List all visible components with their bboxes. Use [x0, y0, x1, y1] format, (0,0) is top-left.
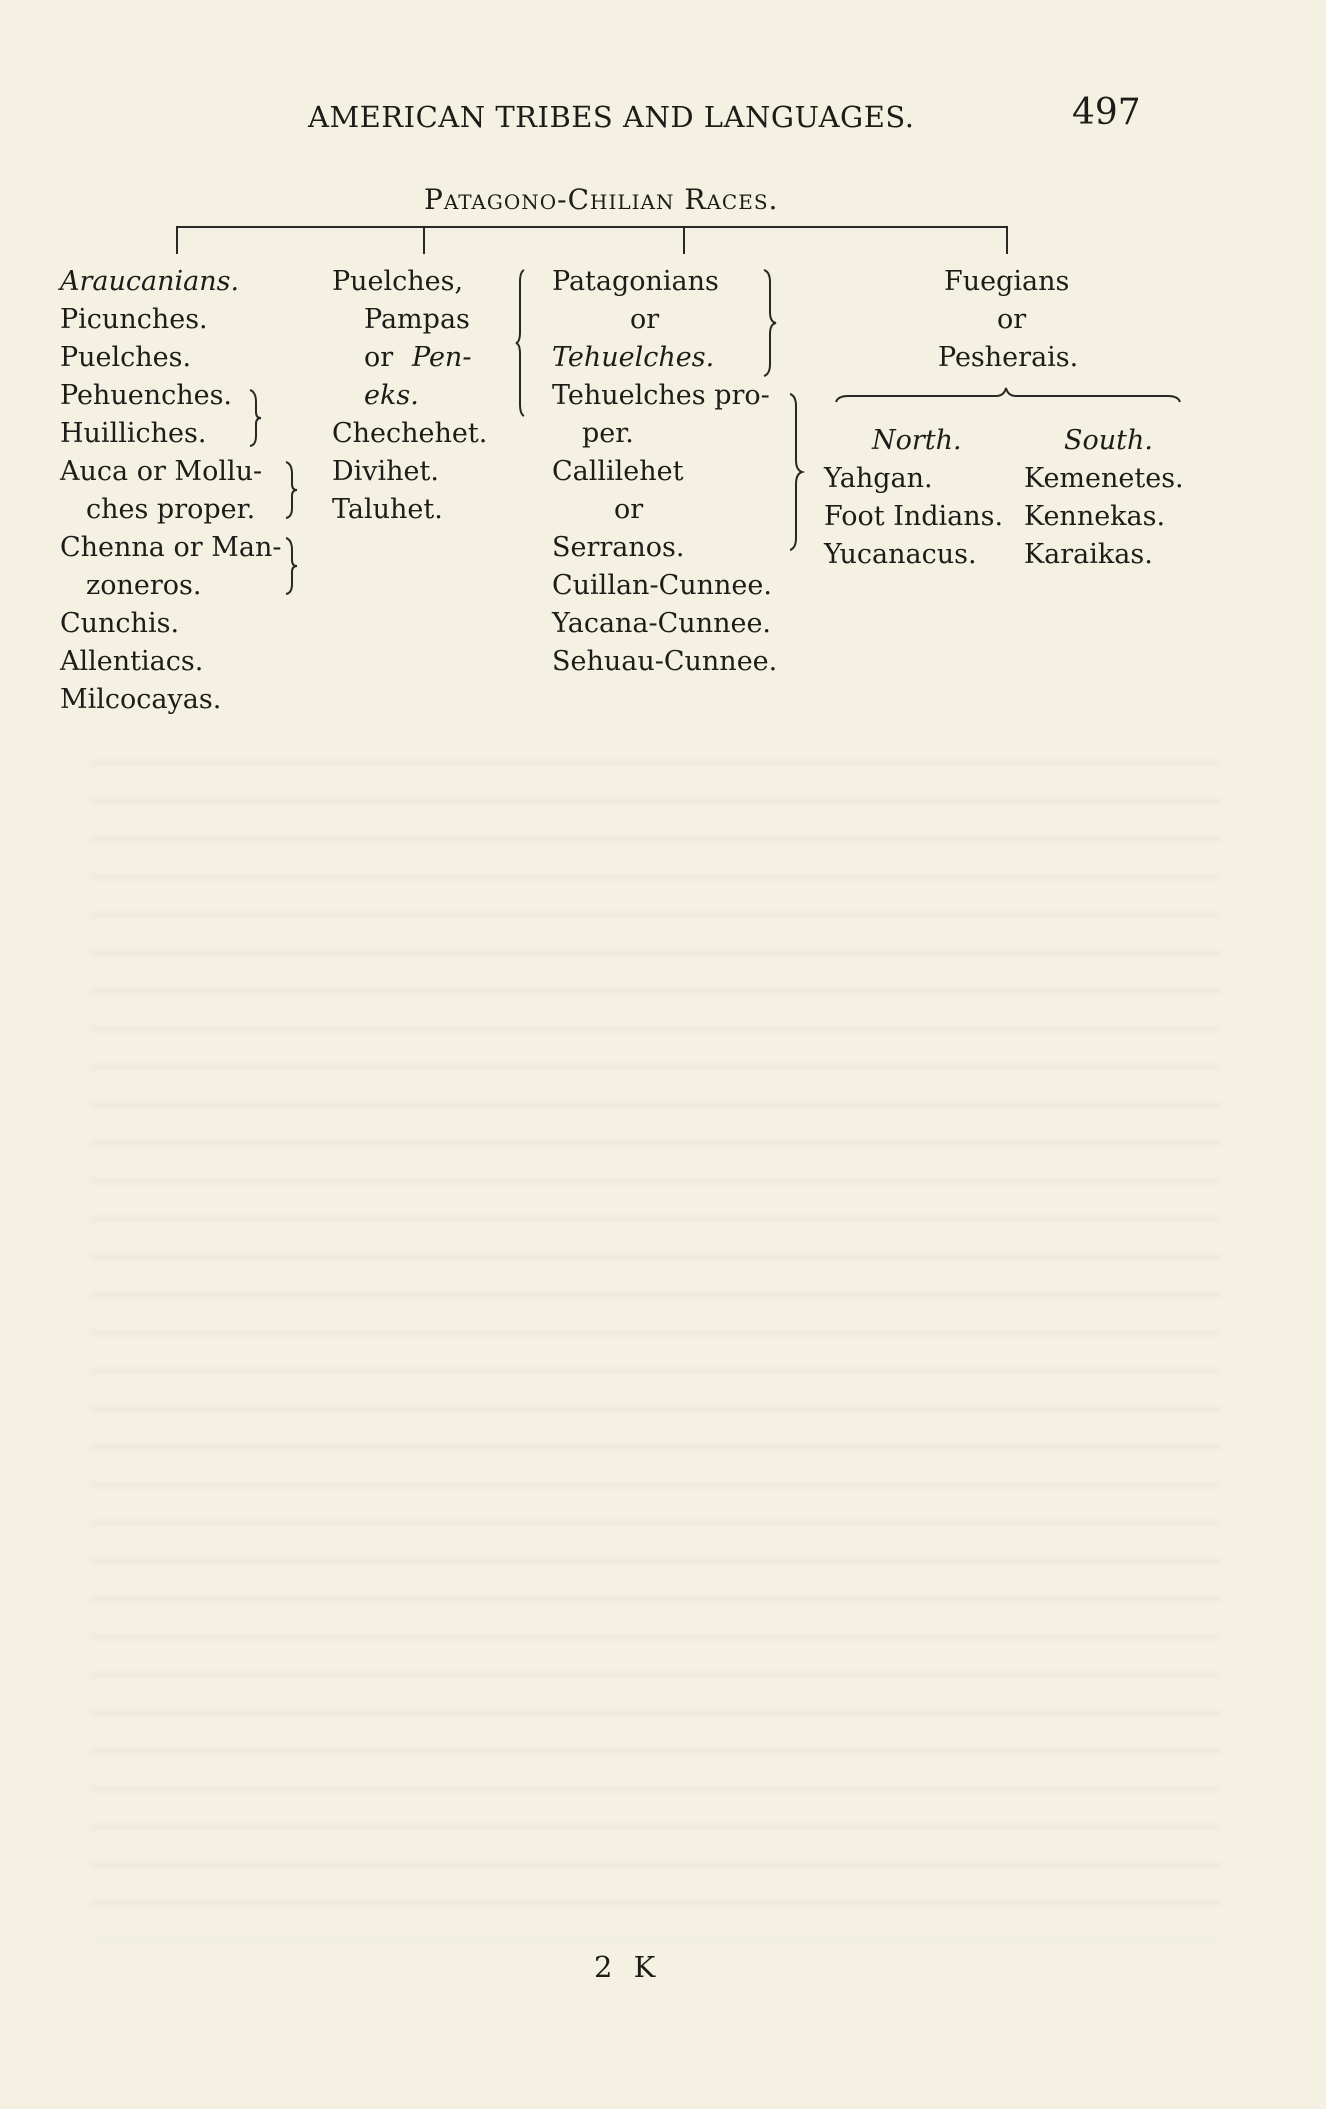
list-item: Yahgan. — [824, 463, 933, 494]
list-item: Sehuau-Cunnee. — [552, 646, 778, 677]
south-label: South. — [1064, 425, 1153, 456]
tree-stem-araucanians — [176, 228, 178, 254]
show-through-text — [90, 760, 1220, 1940]
list-item: Huilliches. — [60, 418, 207, 449]
list-item: Chechehet. — [332, 418, 488, 449]
tree-horizontal-rule — [176, 226, 1008, 228]
list-item: Chenna or Man- — [60, 532, 282, 563]
list-item: or — [630, 304, 660, 335]
list-item: Taluhet. — [332, 494, 443, 525]
north-label: North. — [872, 425, 962, 456]
tree-stem-fuegians — [1006, 228, 1008, 254]
signature-mark: 2 K — [594, 1950, 662, 1984]
curly-brace-icon — [760, 268, 784, 378]
list-item: Fuegians — [944, 266, 1070, 297]
list-item: Yucanacus. — [824, 539, 977, 570]
list-item: Puelches, — [332, 266, 464, 297]
list-item: Cuillan-Cunnee. — [552, 570, 772, 601]
list-item: or — [614, 494, 644, 525]
list-item: Pampas — [364, 304, 470, 335]
list-item: Tehuelches. — [552, 342, 715, 373]
list-item: per. — [582, 418, 634, 449]
list-item: Pesherais. — [938, 342, 1079, 373]
horizontal-brace-icon — [834, 384, 1184, 408]
list-item: Milcocayas. — [60, 684, 222, 715]
tree-stem-puelches — [423, 228, 425, 254]
list-item: Allentiacs. — [60, 646, 204, 677]
list-item: Pehuenches. — [60, 380, 233, 411]
list-item: Kemenetes. — [1024, 463, 1184, 494]
list-item: Callilehet — [552, 456, 684, 487]
curly-brace-icon — [282, 460, 300, 520]
list-item: Tehuelches pro- — [552, 380, 770, 411]
curly-brace-icon — [510, 268, 530, 418]
curly-brace-icon — [282, 536, 300, 596]
chart-title: Patagono-Chilian Races. — [424, 183, 779, 216]
list-item: ches proper. — [86, 494, 256, 525]
list-item: Puelches. — [60, 342, 192, 373]
list-item: zoneros. — [86, 570, 202, 601]
list-item: Divihet. — [332, 456, 439, 487]
curly-brace-icon — [786, 392, 810, 552]
list-item: Picunches. — [60, 304, 208, 335]
column-title: Araucanians. — [60, 266, 240, 297]
list-item: Cunchis. — [60, 608, 180, 639]
list-item: eks. — [364, 380, 419, 411]
tree-stem-patagonians — [683, 228, 685, 254]
list-item: Foot Indians. — [824, 501, 1004, 532]
list-item: Yacana-Cunnee. — [552, 608, 772, 639]
list-item: Serranos. — [552, 532, 685, 563]
running-title: AMERICAN TRIBES AND LANGUAGES. — [308, 100, 915, 134]
list-item: or — [364, 342, 394, 373]
curly-brace-icon — [246, 388, 264, 448]
list-item: Auca or Mollu- — [60, 456, 263, 487]
list-item: Patagonians — [552, 266, 719, 297]
list-item: Pen- — [412, 342, 472, 373]
list-item: or — [997, 304, 1027, 335]
list-item: Karaikas. — [1024, 539, 1153, 570]
page-number: 497 — [1072, 92, 1141, 133]
list-item: Kennekas. — [1024, 501, 1166, 532]
